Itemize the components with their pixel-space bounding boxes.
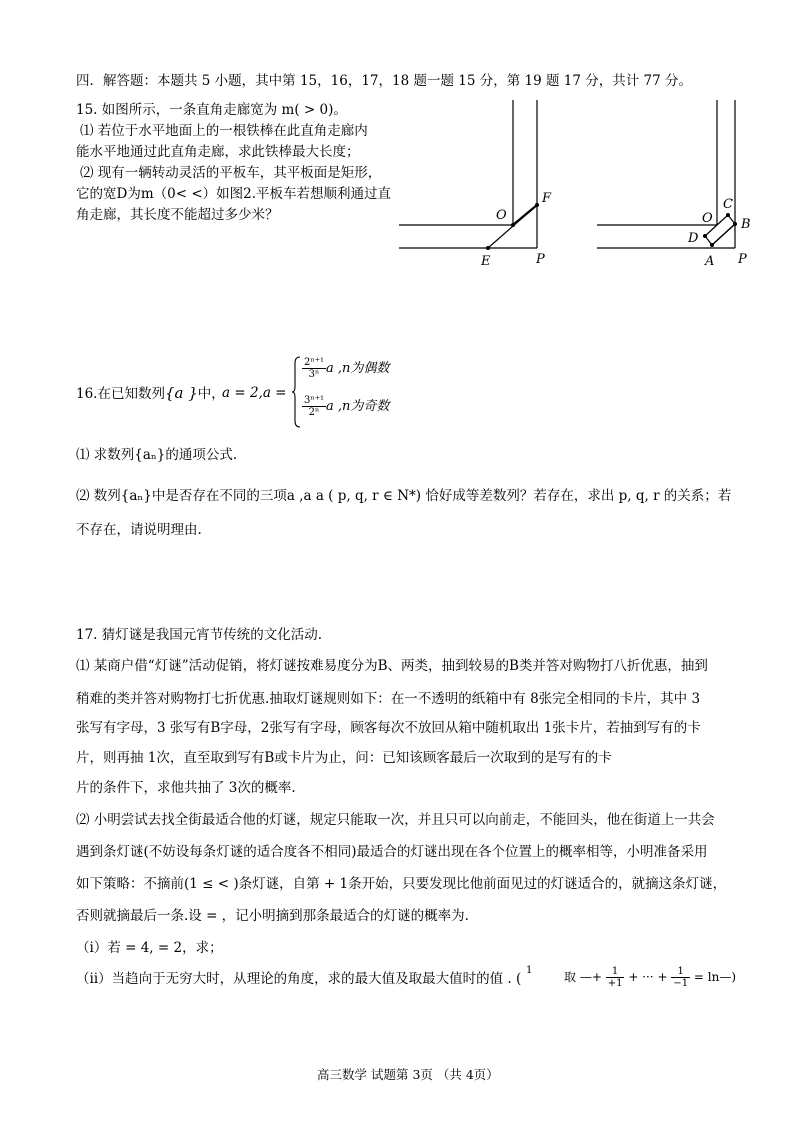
q17-hint-end: —: [719, 970, 732, 984]
q17-line1: ⑴ 某商户借“灯谜”活动促销，将灯谜按难易度分为B、两类，抽到较易的B类并答对购物打八折优惠，抽到: [76, 658, 708, 674]
q15-line4: ⑵ 现有一辆转动灵活的平板车，其平板面是矩形，: [80, 165, 382, 181]
q17-line8: 如下策略：不摘前(1 ≤ < )条灯谜，自第 + 1条开始，只要发现比他前面见过的灯谜适合的，就摘这条灯谜，: [76, 876, 727, 892]
q16-seq: {a }: [164, 384, 198, 402]
corridor-figure-1: [396, 95, 566, 275]
q17-line3: 张写有字母，3 张写有B字母，2张写有字母，顾客每次不放回从箱中随机取出 1张卡片，若抽到写有的卡: [76, 720, 701, 736]
q17-hint: 取 —+ $\frac{1}{+1}$ + ··· + $\frac{1}{-1}$ = ln—): [564, 966, 737, 989]
q16-case1-tail: a ,n为偶数: [325, 361, 390, 376]
q16-piecewise: [292, 355, 402, 429]
q16-intro: [76, 384, 225, 403]
fig1-label-p: P: [536, 252, 545, 267]
q17-line6: ⑵ 小明尝试去找全街最适合他的灯谜，规定只能取一次，并且只可以向前走，不能回头，他在街道上一共会: [76, 812, 715, 828]
q16-case2-frac: $\frac{\text{3ⁿ⁺¹}}{\text{2ⁿ}}$: [304, 395, 324, 418]
q17-line5: 片的条件下，求他共抽了 3次的概率.: [76, 780, 296, 796]
q17-hint-eq: = ln: [693, 970, 720, 984]
fig1-label-e: E: [481, 254, 491, 269]
fig2-label-o: O: [702, 211, 713, 226]
section-header: 四．解答题：本题共 5 小题，其中第 15，16，17，18 题一题 15 分，第 19 题 17 分，共计 77 分。: [76, 73, 693, 89]
q17-line4: 片，则再抽 1次，直至取到写有B或卡片为止，问：已知该顾客最后一次取到的是写有的卡: [76, 750, 612, 766]
fig2-label-c: C: [723, 197, 733, 212]
q15-line3: 能水平地通过此直角走廊，求此铁棒最大长度；: [76, 144, 360, 160]
page-footer: 高三数学 试题第 3页 （共 4页）: [317, 1067, 499, 1082]
q16-intro-text: 16.在已知数列: [76, 386, 165, 402]
q17-line11: （ⅱ）当趋向于无穷大时，从理论的角度，求的最大值及取最大值时的值 . (: [76, 971, 522, 987]
q17-line7: 遇到条灯谜(不妨设每条灯谜的适合度各不相同)最适合的灯谜出现在各个位置上的概率相等，小明准备采用: [76, 844, 708, 860]
fig2-label-a: A: [705, 254, 715, 269]
q17-hint-expr: + ··· +: [628, 970, 668, 984]
q16-part1: ⑴ 求数列{aₙ}的通项公式.: [76, 447, 238, 463]
q15-line1: 15. 如图所示，一条直角走廊宽为 m( > 0)。: [76, 102, 347, 118]
q15-line2: ⑴ 若位于水平地面上的一根铁棒在此直角走廊内: [80, 123, 368, 139]
q15-line5: 它的宽D为m（0< <）如图2.平板车若想顺利通过直: [76, 186, 392, 202]
q17-hint-frac2: $\frac{1}{-1}$: [673, 966, 689, 989]
q16-mid: 中，: [197, 386, 225, 402]
fig2-label-d: D: [688, 231, 699, 246]
fig2-label-p: P: [738, 252, 747, 267]
q16-case2-tail: a ,n为奇数: [325, 399, 390, 414]
q16-part2-a: ⑵ 数列{aₙ}中是否存在不同的三项a ,a a ( p, q, r ∈ N*) 恰好成等差数列？若存在，求出 p, q, r 的关系；若: [76, 488, 732, 504]
fig2-label-b: B: [741, 217, 751, 232]
q17-hint-one: 1: [526, 965, 533, 976]
q17-hint-frac1: $\frac{1}{+1}$: [607, 966, 623, 989]
q16-a1: a = 2,a =: [222, 385, 287, 401]
fig1-label-o: O: [496, 208, 507, 223]
q17-line10: （i）若 = 4, = 2，求；: [76, 940, 223, 956]
q17-line2: 稍难的类并答对购物打七折优惠.抽取灯谜规则如下：在一不透明的纸箱中有 8张完全相同的卡片，其中 3: [76, 691, 701, 707]
q16-case1-frac: $\frac{\text{2ⁿ⁺¹}}{\text{3ⁿ}}$: [304, 357, 324, 380]
q17-line9: 否则就摘最后一条.设 = ，记小明摘到那条最适合的灯谜的概率为.: [76, 908, 469, 924]
q16-part2-b: 不存在，请说明理由.: [76, 522, 202, 538]
corridor-figure-2: [594, 95, 764, 275]
q17-hint-take: 取: [564, 970, 577, 984]
q15-line6: 角走廊，其长度不能超过多少米？: [76, 207, 279, 223]
fig1-label-f: F: [542, 191, 552, 206]
q17-title: 17. 猜灯谜是我国元宵节传统的文化活动.: [76, 627, 323, 643]
